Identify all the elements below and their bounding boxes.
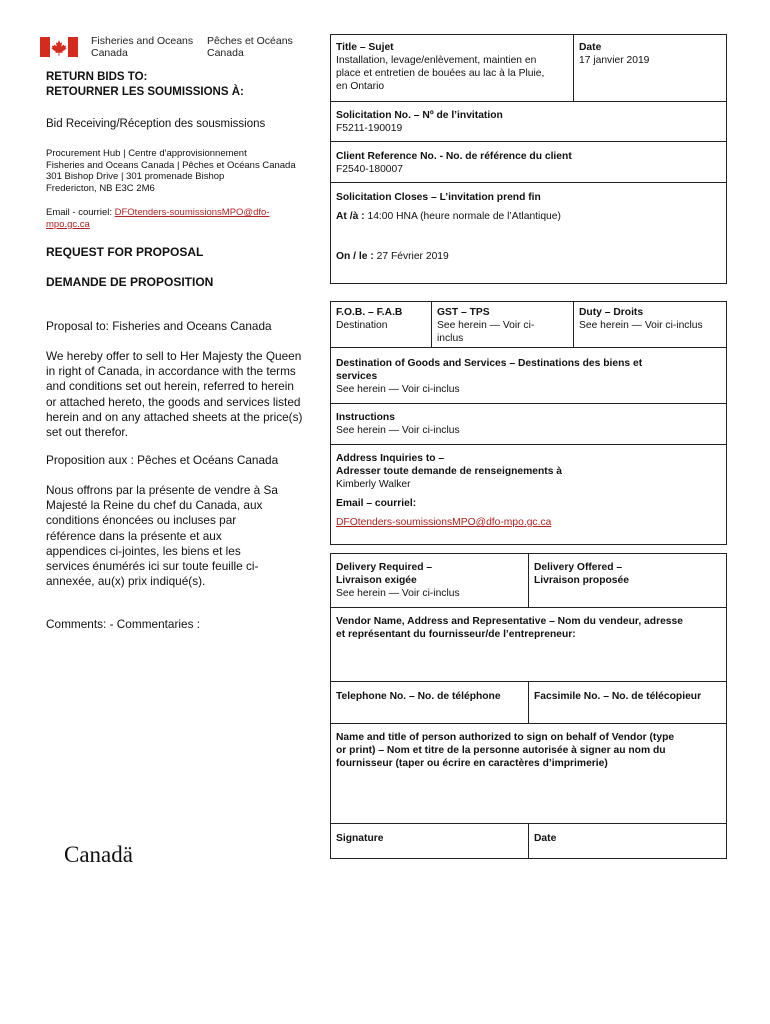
dept-en-line: Fisheries and Oceans <box>91 35 194 47</box>
dept-fr-line: Canada <box>207 47 244 59</box>
title-field <box>336 41 568 93</box>
signature-label: Signature <box>336 833 384 844</box>
offer-line: We hereby offer to sell to Her Majesty the Queen <box>46 349 302 363</box>
delivery-offered-field[interactable] <box>534 561 629 587</box>
delivery-required-field <box>336 561 460 600</box>
on-label: On / le : <box>336 251 377 262</box>
vendor-label: Vendor Name, Address and Representative – Nom du vendeur, adresse <box>336 616 683 627</box>
destination-label: Destination of Goods and Services – Destinations des biens et <box>336 358 643 369</box>
vendor-name-field[interactable] <box>336 615 723 641</box>
authorized-label: Name and title of person authorized to sign on behalf of Vendor (type <box>336 732 675 743</box>
instructions-label: Instructions <box>336 412 395 423</box>
authorized-label: or print) – Nom et titre de la personne autorisée à signer au nom du <box>336 745 666 756</box>
address-line: Fisheries and Oceans Canada | Pêches et Océans Canada <box>46 159 296 171</box>
address-line: Fredericton, NB E3C 2M6 <box>46 182 155 194</box>
solicitation-closes-field <box>336 191 721 263</box>
procurement-address <box>46 148 296 194</box>
return-bids-en: RETURN BIDS TO: <box>46 71 148 83</box>
instructions-field <box>336 411 460 437</box>
offer-text-fr <box>46 483 321 589</box>
offer-line: or attached hereto, the goods and services listed <box>46 394 301 409</box>
offer-line: conditions énoncées ou incluses par <box>46 513 237 528</box>
address-line: Procurement Hub | Centre d'approvisionnement <box>46 148 247 159</box>
inquiries-email-link[interactable]: DFOtenders-soumissionsMPO@dfo-mpo.gc.ca <box>336 517 552 528</box>
canada-wordmark-logo: Canadä <box>64 842 133 867</box>
return-email <box>46 207 296 230</box>
offer-line: Majesté la Reine du chef du Canada, aux <box>46 498 263 513</box>
department-name-french <box>207 35 293 59</box>
title-line: place et entretien de bouées au lac à la Pluie, <box>336 68 545 79</box>
title-label: Title – Sujet <box>336 42 394 53</box>
inquiries-label: Address Inquiries to – <box>336 453 445 464</box>
date-label: Date <box>579 42 602 53</box>
telephone-field[interactable] <box>336 690 501 703</box>
proposal-to-fr: Proposition aux : Pêches et Océans Canada <box>46 453 279 467</box>
date-value: 17 janvier 2019 <box>579 55 650 66</box>
offer-line: in right of Canada, in accordance with the terms <box>46 364 296 379</box>
delivery-offered-label: Delivery Offered – <box>534 562 623 573</box>
date-field <box>579 41 649 67</box>
signature-date-label: Date <box>534 833 557 844</box>
return-bids-heading <box>46 70 244 100</box>
client-ref-value: F2540-180007 <box>336 164 403 175</box>
inquiries-contact-name: Kimberly Walker <box>336 479 411 490</box>
authorized-label: fournisseur (taper ou écrire en caractères d’imprimerie) <box>336 758 608 769</box>
solicitation-number-field <box>336 109 503 135</box>
return-bids-fr: RETOURNER LES SOUMISSIONS À: <box>46 86 244 98</box>
closes-date <box>336 250 721 263</box>
delivery-required-label: Livraison exigée <box>336 575 417 586</box>
offer-line: annexée, au(x) prix indiqué(s). <box>46 574 206 589</box>
solicitation-value: F5211-190019 <box>336 123 403 134</box>
comments-label: Comments: - Commentaries : <box>46 617 201 631</box>
address-line: 301 Bishop Drive | 301 promenade Bishop <box>46 171 225 182</box>
at-label: At /à : <box>336 211 368 222</box>
closes-label: Solicitation Closes – L’invitation prend fin <box>336 192 541 203</box>
fob-field <box>336 306 402 332</box>
address-inquiries-field <box>336 452 721 529</box>
title-line: en Ontario <box>336 81 385 92</box>
on-value: 27 Février 2019 <box>376 251 449 262</box>
destination-field <box>336 357 721 396</box>
offer-line: set out therefor. <box>46 425 128 440</box>
delivery-required-label: Delivery Required – <box>336 562 433 573</box>
gst-field <box>437 306 534 345</box>
offer-line: appendices ci-jointes, les biens et les <box>46 543 241 558</box>
dept-en-line: Canada <box>91 47 128 59</box>
delivery-offered-label: Livraison proposée <box>534 575 629 586</box>
authorized-person-field[interactable] <box>336 731 723 770</box>
offer-line: services énumérés ici sur toute feuille ci- <box>46 559 259 574</box>
client-reference-field <box>336 150 572 176</box>
canada-flag-icon <box>40 37 78 57</box>
telephone-label: Telephone No. – No. de téléphone <box>336 691 501 702</box>
bid-receiving-label: Bid Receiving/Réception des sousmissions <box>46 118 266 130</box>
gst-value: inclus <box>437 333 464 344</box>
title-line: Installation, levage/enlèvement, maintien en <box>336 55 537 66</box>
offer-line: herein and on any attached sheets at the price(s) <box>46 409 303 424</box>
offer-line: and conditions set out herein, referred to herein <box>46 379 294 394</box>
instructions-value: See herein — Voir ci-inclus <box>336 425 460 436</box>
fob-label: F.O.B. – F.A.B <box>336 307 403 318</box>
gst-value: See herein — Voir ci- <box>437 320 535 331</box>
rfp-title-fr: DEMANDE DE PROPOSITION <box>46 275 214 289</box>
vendor-label: et représentant du fournisseur/de l’entrepreneur: <box>336 629 576 640</box>
signature-date-field[interactable] <box>534 832 556 845</box>
inquiries-email-label: Email – courriel: <box>336 498 417 509</box>
closes-time <box>336 210 721 223</box>
destination-value: See herein — Voir ci-inclus <box>336 384 460 395</box>
offer-line: référence dans la présente et aux <box>46 528 222 543</box>
duty-field <box>579 306 703 332</box>
gst-label: GST – TPS <box>437 307 490 318</box>
return-email-link[interactable]: DFOtenders-soumissionsMPO@dfo- mpo.gc.ca <box>46 207 270 230</box>
duty-value: See herein — Voir ci-inclus <box>579 320 703 331</box>
signature-field[interactable] <box>336 832 384 845</box>
solicitation-label: Solicitation No. – Nº de l’invitation <box>336 110 503 121</box>
facsimile-label: Facsimile No. – No. de télécopieur <box>534 691 702 702</box>
email-prefix: Email - courriel: <box>46 207 115 218</box>
proposal-to-en: Proposal to: Fisheries and Oceans Canada <box>46 319 272 333</box>
facsimile-field[interactable] <box>534 690 701 703</box>
at-value: 14:00 HNA (heure normale de l’Atlantique) <box>367 211 561 222</box>
offer-text-en <box>46 349 321 440</box>
duty-label: Duty – Droits <box>579 307 644 318</box>
rfp-title-en: REQUEST FOR PROPOSAL <box>46 245 204 259</box>
client-ref-label: Client Reference No. - No. de référence du client <box>336 151 572 162</box>
department-name-english <box>91 35 193 59</box>
destination-label: services <box>336 371 378 382</box>
fob-value: Destination <box>336 320 388 331</box>
dept-fr-line: Pêches et Océans <box>207 35 293 47</box>
inquiries-label: Adresser toute demande de renseignements à <box>336 466 563 477</box>
delivery-required-value: See herein — Voir ci-inclus <box>336 588 460 599</box>
offer-line: Nous offrons par la présente de vendre à Sa <box>46 483 278 497</box>
